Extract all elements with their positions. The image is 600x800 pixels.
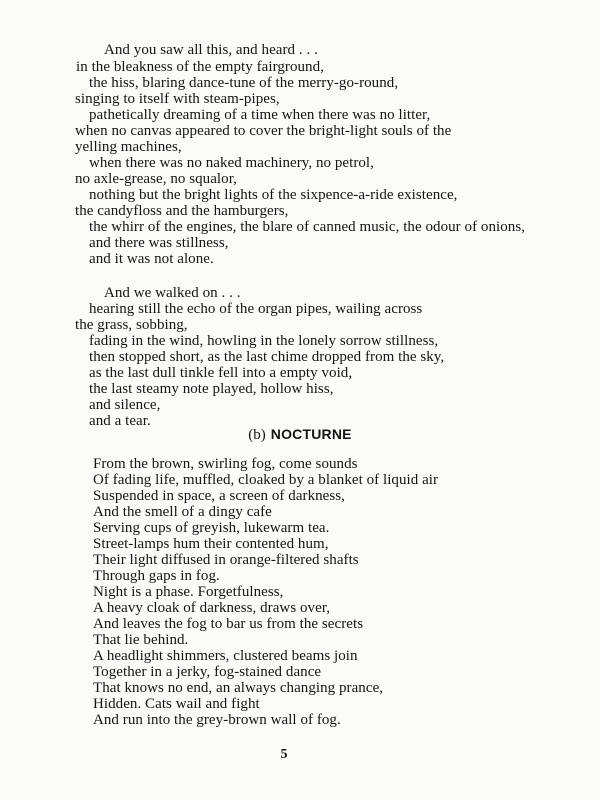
poem-line: fading in the wind, howling in the lonely sorrow stillness, [89,333,439,349]
poem-line: Of fading life, muffled, cloaked by a blanket of liquid air [93,472,439,488]
poem-line: Their light diffused in orange-filtered shafts [93,552,359,568]
poem-line: And the smell of a dingy cafe [93,504,272,520]
poem-line: when no canvas appeared to cover the bright-light souls of the [75,123,452,139]
poem-line: A headlight shimmers, clustered beams join [93,648,358,664]
poem-line: From the brown, swirling fog, come sounds [93,456,358,472]
poem-line: hearing still the echo of the organ pipes, wailing across [89,301,423,317]
section-heading [0,426,600,444]
poem-line: Night is a phase. Forgetfulness, [93,584,284,600]
poem-line: That knows no end, an always changing prance, [93,680,384,696]
poem-line: and there was stillness, [89,235,229,251]
poem-line: then stopped short, as the last chime dropped from the sky, [89,349,445,365]
poem-line: Through gaps in fog. [93,568,220,584]
poem-line: nothing but the bright lights of the sixpence-a-ride existence, [89,187,458,203]
poem-line: the last steamy note played, hollow hiss, [89,381,334,397]
poem-line: the candyfloss and the hamburgers, [75,203,289,219]
poem-line: Street-lamps hum their contented hum, [93,536,329,552]
poem-line: the whirr of the engines, the blare of canned music, the odour of onions, [89,219,526,235]
poem-line: and it was not alone. [89,251,214,267]
poem-line: And leaves the fog to bar us from the secrets [93,616,364,632]
poem-line: A heavy cloak of darkness, draws over, [93,600,331,616]
poem-line: Suspended in space, a screen of darkness, [93,488,345,504]
poem-line: in the bleakness of the empty fairground, [76,59,324,75]
poem-line: the hiss, blaring dance-tune of the merry-go-round, [89,75,399,91]
section-label: (b) [248,427,266,443]
poem-line: the grass, sobbing, [75,317,188,333]
poem-line: And you saw all this, and heard . . . [104,42,318,58]
poem-line: And run into the grey-brown wall of fog. [93,712,341,728]
page-number: 5 [280,747,288,762]
poem-line: and a tear. [89,413,151,429]
poem-line: no axle-grease, no squalor, [75,171,237,187]
poem-line: when there was no naked machinery, no petrol, [89,155,374,171]
poem-line: singing to itself with steam-pipes, [75,91,280,107]
poem-line: yelling machines, [75,139,182,155]
poem-line: and silence, [89,397,161,413]
poem-line: Serving cups of greyish, lukewarm tea. [93,520,330,536]
section-title: NOCTURNE [270,426,352,442]
poem-line: as the last dull tinkle fell into a empty void, [89,365,353,381]
poem-line: And we walked on . . . [104,285,241,301]
poem-line: Together in a jerky, fog-stained dance [93,664,322,680]
poem-line: That lie behind. [93,632,189,648]
poem-line: pathetically dreaming of a time when there was no litter, [89,107,431,123]
poem-line: Hidden. Cats wail and fight [93,696,260,712]
